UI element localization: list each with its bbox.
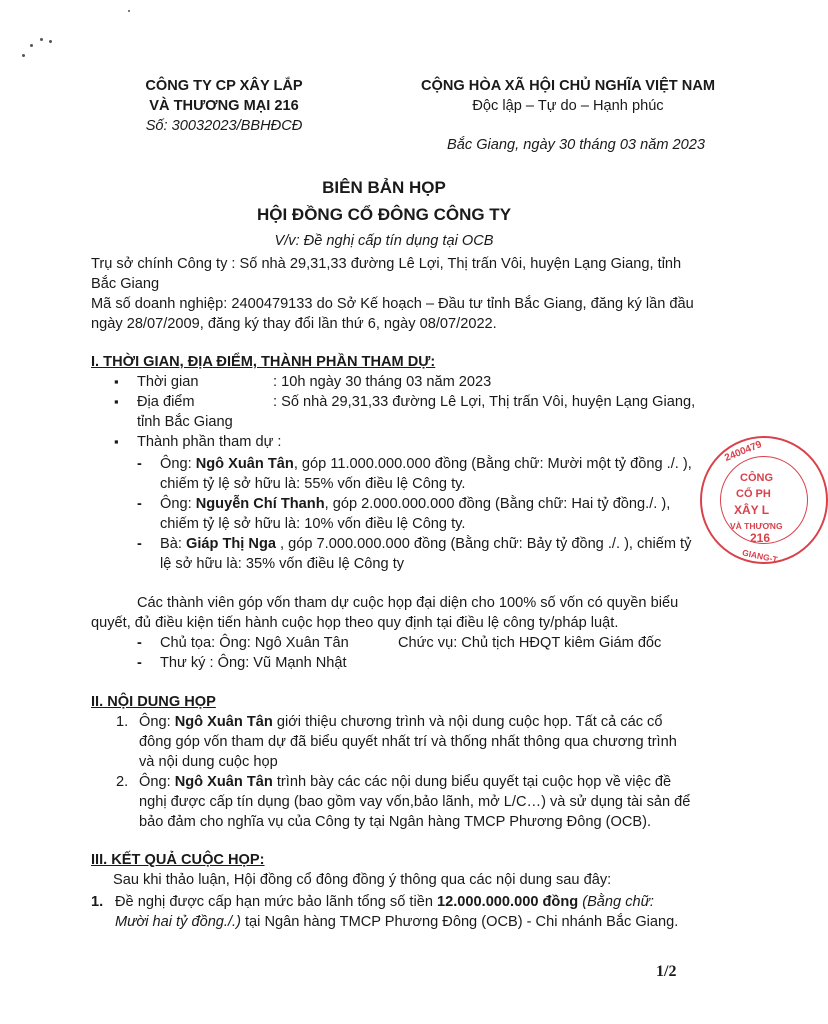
member-3-share: lệ sở hữu là: 35% vốn điều lệ Công ty [160,556,405,572]
company-name-line2: VÀ THƯƠNG MẠI 216 [149,98,299,114]
participants-label: ▪ Thành phần tham dự : [137,432,281,452]
result-item-1-bank: tại Ngân hàng TMCP Phương Đông (OCB) - Chi nhánh Bắc Giang. [240,914,679,930]
content-item-2-number: 2. [116,774,129,790]
member-2-contribution: , góp 2.000.000.000 đồng (Bằng chữ: Hai tỷ đồng./. ), [324,496,671,512]
seal-line-1: CÔNG [740,472,773,484]
member-1-contribution: , góp 11.000.000.000 đồng (Bằng chữ: Mười một tỷ đồng ./. ), [293,456,692,472]
quorum-line-cont: quyết, đủ điều kiện tiến hành cuộc họp theo quy định tại điều lệ công ty/pháp luật. [91,615,619,631]
time-value: : 10h ngày 30 tháng 03 năm 2023 [273,374,492,390]
member-1-name: Ngô Xuân Tân [195,456,294,472]
scan-speck [40,38,43,41]
member-2-share: chiếm tỷ lệ sở hữu là: 10% vốn điều lệ Công ty. [160,516,466,532]
seal-line-2: CỔ PH [736,488,771,500]
result-item-1 [115,892,654,912]
page-number: 1/2 [656,963,677,980]
content-item-2-line2: nghị được cấp tín dụng (bao gồm vay vốn,bảo lãnh, mở L/C…) và sử dụng tài sản để [139,794,691,810]
place-date: Bắc Giang, ngày 30 tháng 03 năm 2023 [447,137,706,153]
content-item-2 [139,772,671,792]
content-item-2-text: trình bày các các nội dung biểu quyết tại cuộc họp về việc đề [272,774,672,790]
member-3-name: Giáp Thị Nga [185,536,276,552]
result-item-1-number: 1. [91,894,104,910]
member-2 [160,494,670,514]
document-number: Số: 30032023/BBHĐCĐ [145,118,303,134]
result-item-1-line2 [115,912,678,932]
scan-speck [49,40,52,43]
business-code-line: Mã số doanh nghiệp: 2400479133 do Sở Kế hoạch – Đầu tư tỉnh Bắc Giang, đăng ký lần đầu [91,296,694,312]
content-item-1-prefix: Ông: [139,714,175,730]
company-seal [700,436,828,564]
document-subject: V/v: Đề nghị cấp tín dụng tại OCB [274,233,494,249]
content-item-1 [139,712,662,732]
scan-speck [30,44,33,47]
national-title: CỘNG HÒA XÃ HỘI CHỦ NGHĨA VIỆT NAM [420,78,716,94]
head-office-line-cont: Bắc Giang [91,276,160,292]
member-2-prefix: Ông: [160,496,196,512]
result-item-1-text: Đề nghị được cấp hạn mức bảo lãnh tổng số tiền [115,894,437,910]
scan-speck [128,10,130,12]
result-item-1-amount: 12.000.000.000 đồng [437,894,579,910]
chair-role: Chức vụ: Chủ tịch HĐQT kiêm Giám đốc [398,635,662,651]
member-1 [160,454,692,474]
content-item-1-line3: và nội dung cuộc họp [139,754,278,770]
content-item-1-number: 1. [116,714,129,730]
result-intro: Sau khi thảo luận, Hội đồng cổ đông đồng ý thông qua các nội dung sau đây: [113,872,612,888]
member-3-contribution: , góp 7.000.000.000 đồng (Bằng chữ: Bảy tỷ đồng ./. ), chiếm tỷ [275,536,692,552]
time-label: ▪ Thời gian [137,372,199,392]
content-item-1-name: Ngô Xuân Tân [174,714,273,730]
document-title: BIÊN BẢN HỌP [322,178,446,197]
content-item-2-prefix: Ông: [139,774,175,790]
content-item-1-line2: đông góp vốn tham dự đã biểu quyết nhất trí và thống nhất thông qua chương trình [139,734,677,750]
seal-line-4: VÀ THƯƠNG [730,521,783,531]
place-value: : Số nhà 29,31,33 đường Lê Lợi, Thị trấn Vôi, huyện Lạng Giang, [273,394,696,410]
registration-line: ngày 28/07/2009, đăng ký thay đổi lần thứ 6, ngày 08/07/2022. [91,316,497,332]
member-1-prefix: Ông: [160,456,196,472]
member-2-name: Nguyễn Chí Thanh [195,496,325,512]
secretary-line: - Thư ký : Ông: Vũ Mạnh Nhật [160,653,347,673]
member-1-share: chiếm tỷ lệ sở hữu là: 55% vốn điều lệ Công ty. [160,476,466,492]
national-motto: Độc lập – Tự do – Hạnh phúc [472,98,664,114]
section-3-heading: III. KẾT QUẢ CUỘC HỌP: [91,852,265,868]
seal-ring-bottom: GIANG-T [741,547,779,565]
section-1-heading: I. THỜI GIAN, ĐỊA ĐIỂM, THÀNH PHẦN THAM DỰ: [91,354,436,370]
content-item-2-line3: bảo đảm cho nghĩa vụ của Công ty tại Ngân hàng TMCP Phương Đông (OCB). [139,814,652,830]
place-value-cont: tỉnh Bắc Giang [137,414,233,430]
seal-line-5: 216 [750,531,771,545]
quorum-line: Các thành viên góp vốn tham dự cuộc họp đại diện cho 100% số vốn có quyền biểu [137,595,679,611]
place-label: ▪ Địa điểm [137,392,195,412]
chair-line: - Chủ tọa: Ông: Ngô Xuân Tân [160,633,349,653]
document-subtitle: HỘI ĐỒNG CỔ ĐÔNG CÔNG TY [256,205,512,224]
member-3 [160,534,691,554]
seal-ring-text: 2400479 [723,439,764,464]
member-3-prefix: Bà: [160,536,186,552]
company-name-line1: CÔNG TY CP XÂY LẮP [145,78,303,94]
result-item-1-amount-words: (Bằng chữ: [578,894,654,910]
scan-speck [22,54,25,57]
head-office-line: Trụ sở chính Công ty : Số nhà 29,31,33 đường Lê Lợi, Thị trấn Vôi, huyện Lạng Giang, tỉnh [91,256,682,272]
content-item-1-text: giới thiệu chương trình và nội dung cuộc họp. Tất cả các cổ [272,714,663,730]
result-item-1-amount-words-cont: Mười hai tỷ đồng./.) [115,914,241,930]
section-2-heading: II. NỘI DUNG HỌP [91,694,216,710]
seal-line-3: XÂY L [734,503,770,517]
content-item-2-name: Ngô Xuân Tân [174,774,273,790]
